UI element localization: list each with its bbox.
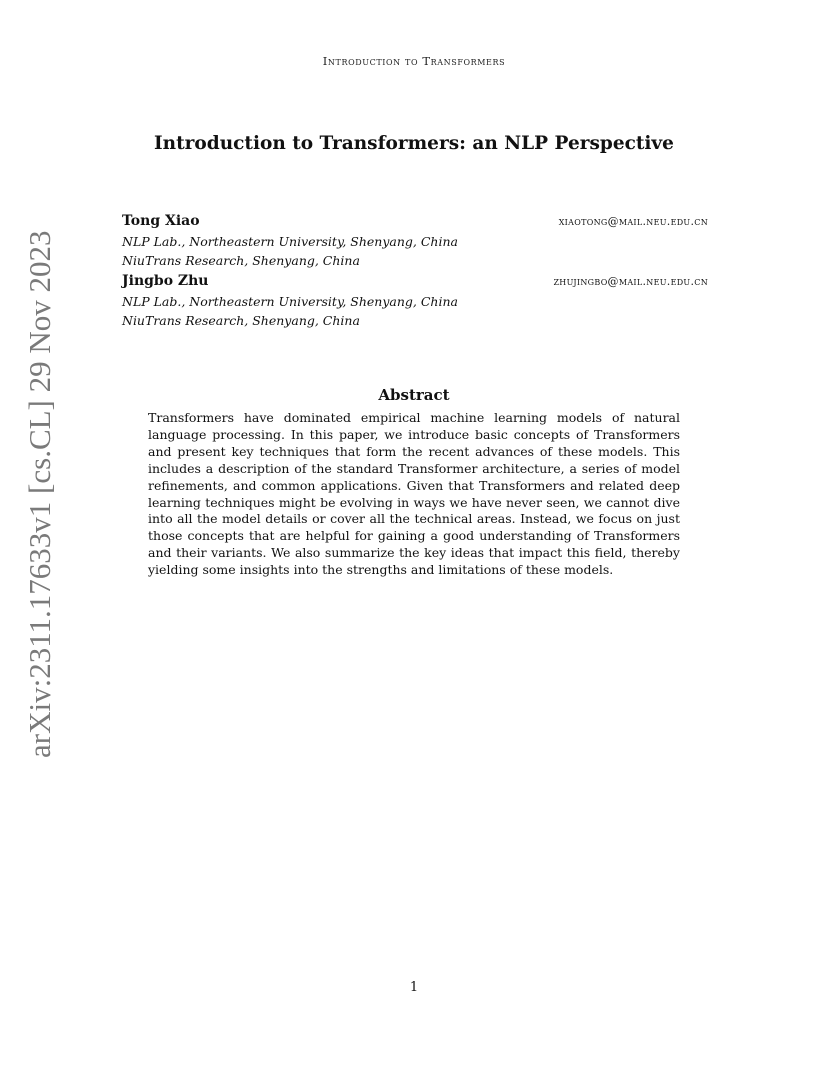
author-affiliation: NLP Lab., Northeastern University, Shenyang, China <box>122 294 458 309</box>
author-affiliation: NiuTrans Research, Shenyang, China <box>122 312 360 328</box>
author-row <box>122 273 708 293</box>
running-head: Introduction to Transformers <box>322 54 506 68</box>
author-name: Tong Xiao <box>122 213 200 229</box>
author-block <box>122 273 708 330</box>
page-number: 1 <box>409 980 419 995</box>
abstract-text: Transformers have dominated empirical machine learning models of natural language processing. In this paper, we introduce basic concepts of Transformers and present key techniques that form the recent advances of these models. This includes a description of the standard Transformer architecture, a series of model refinements, and common applications. Given that Transformers and related deep learning techniques might be evolving in ways we have never seen, we cannot dive into all the model details or cover all the technical areas. Instead, we focus on just those concepts that are helpful for gaining a good understanding of Transformers and their variants. We also summarize the key ideas that impact this field, thereby yielding some insights into the strengths and limitations of these models. <box>148 410 680 578</box>
paper-title: Introduction to Transformers: an NLP Perspective <box>154 133 674 154</box>
author-name: Jingbo Zhu <box>122 273 209 289</box>
author-affiliation: NiuTrans Research, Shenyang, China <box>122 252 360 268</box>
author-email[interactable]: xiaotong@mail.neu.edu.cn <box>558 215 708 228</box>
author-block <box>122 213 708 270</box>
author-affiliation: NLP Lab., Northeastern University, Shenyang, China <box>122 234 458 249</box>
author-row <box>122 213 708 233</box>
arxiv-identifier: arXiv:2311.17633v1 [cs.CL] 29 Nov 2023 <box>22 230 57 758</box>
abstract-heading: Abstract <box>378 386 450 404</box>
author-email[interactable]: zhujingbo@mail.neu.edu.cn <box>553 275 708 288</box>
